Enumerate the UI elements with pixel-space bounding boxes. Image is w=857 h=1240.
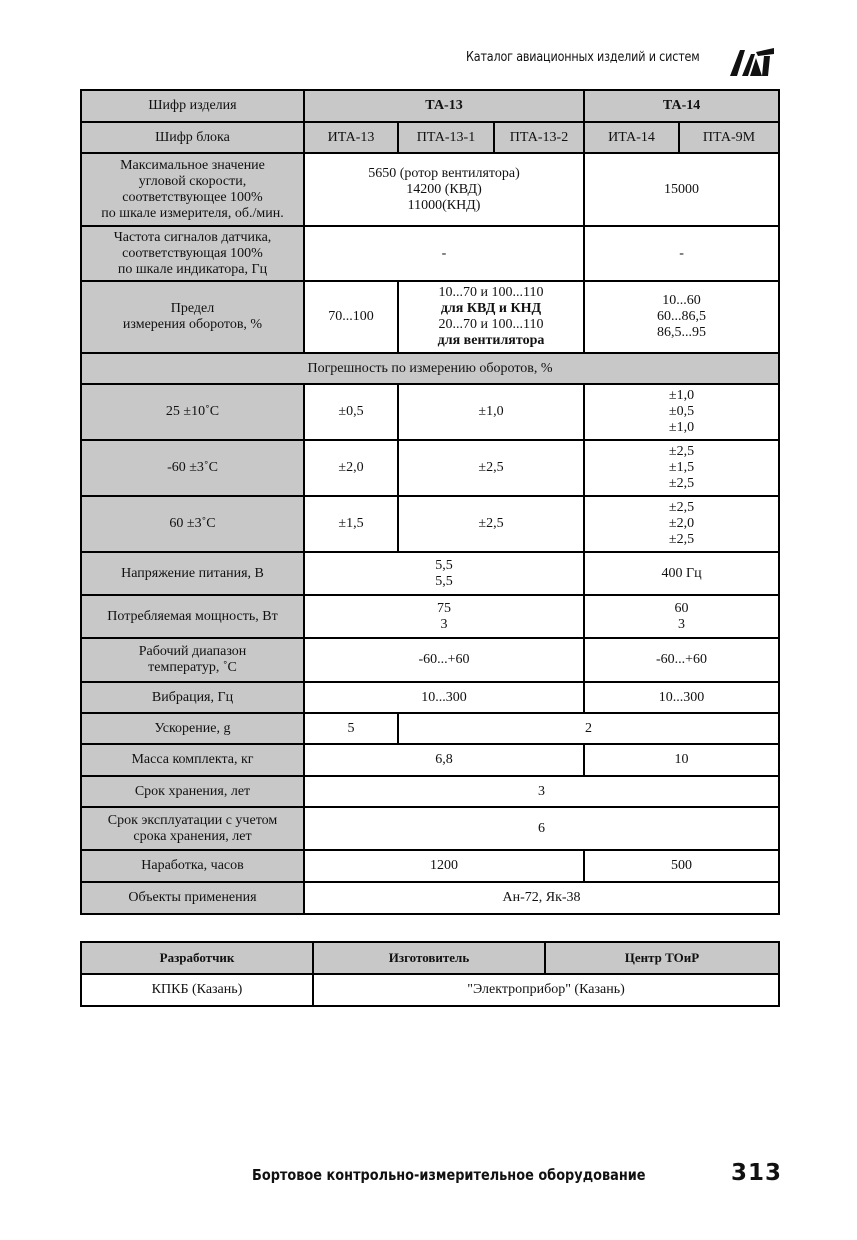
block-pta13-2: ПТА-13-2	[494, 122, 584, 153]
measure-range-ta14: 10...60 60...86,5 86,5...95	[584, 281, 779, 353]
temperature-ta14: -60...+60	[584, 638, 779, 682]
label-product-code: Шифр изделия	[81, 90, 304, 122]
temperature-ta13: -60...+60	[304, 638, 584, 682]
product-ta13: ТА-13	[304, 90, 584, 122]
max-speed-ta14: 15000	[584, 153, 779, 226]
row-temperature	[81, 638, 779, 682]
power-ta13: 75 3	[304, 595, 584, 638]
label-storage: Срок хранения, лет	[81, 776, 304, 807]
label-error-25: 25 ±10˚С	[81, 384, 304, 440]
row-error-60	[81, 496, 779, 552]
organizations-table	[80, 941, 780, 1007]
error-25-ita13: ±0,5	[304, 384, 398, 440]
row-power	[81, 595, 779, 638]
label-max-speed: Максимальное значение угловой скорости, соответствующее 100% по шкале измерителя, об./мин.	[81, 153, 304, 226]
label-voltage: Напряжение питания, В	[81, 552, 304, 595]
label-mass: Масса комплекта, кг	[81, 744, 304, 776]
label-operating-hours: Наработка, часов	[81, 850, 304, 882]
row-error-section	[81, 353, 779, 384]
error-25-ta14: ±1,0 ±0,5 ±1,0	[584, 384, 779, 440]
label-application: Объекты применения	[81, 882, 304, 914]
power-ta14: 60 3	[584, 595, 779, 638]
label-measure-range: Предел измерения оборотов, %	[81, 281, 304, 353]
row-application	[81, 882, 779, 914]
vibration-ta14: 10...300	[584, 682, 779, 713]
label-acceleration: Ускорение, g	[81, 713, 304, 744]
block-ita14: ИТА-14	[584, 122, 679, 153]
error-minus60-ita13: ±2,0	[304, 440, 398, 496]
developer-value: КПКБ (Казань)	[81, 974, 313, 1006]
manufacturer-header: Изготовитель	[313, 942, 545, 974]
service-life-value: 6	[304, 807, 779, 850]
org-value-row	[81, 974, 779, 1006]
publisher-logo	[728, 46, 776, 78]
row-mass	[81, 744, 779, 776]
max-speed-ta13: 5650 (ротор вентилятора) 14200 (КВД) 11000(КНД)	[304, 153, 584, 226]
measure-range-pta13: 10...70 и 100...110 для КВД и КНД 20...70 и 100...110 для вентилятора	[398, 281, 584, 353]
error-60-pta13: ±2,5	[398, 496, 584, 552]
maintenance-center-header: Центр ТОиР	[545, 942, 779, 974]
mass-ta14: 10	[584, 744, 779, 776]
acceleration-rest: 2	[398, 713, 779, 744]
label-service-life: Срок эксплуатации с учетом срока хранения, лет	[81, 807, 304, 850]
block-ita13: ИТА-13	[304, 122, 398, 153]
label-temperature: Рабочий диапазон температур, ˚С	[81, 638, 304, 682]
signal-freq-ta14: -	[584, 226, 779, 281]
operating-hours-ta14: 500	[584, 850, 779, 882]
error-minus60-pta13: ±2,5	[398, 440, 584, 496]
label-block-code: Шифр блока	[81, 122, 304, 153]
acceleration-ita13: 5	[304, 713, 398, 744]
label-power: Потребляемая мощность, Вт	[81, 595, 304, 638]
voltage-ta14: 400 Гц	[584, 552, 779, 595]
mass-ta13: 6,8	[304, 744, 584, 776]
row-operating-hours	[81, 850, 779, 882]
label-signal-freq: Частота сигналов датчика, соответствующая 100% по шкале индикатора, Гц	[81, 226, 304, 281]
org-header-row	[81, 942, 779, 974]
error-60-ita13: ±1,5	[304, 496, 398, 552]
row-acceleration	[81, 713, 779, 744]
row-voltage	[81, 552, 779, 595]
row-signal-freq	[81, 226, 779, 281]
measure-range-ita13: 70...100	[304, 281, 398, 353]
error-60-ta14: ±2,5 ±2,0 ±2,5	[584, 496, 779, 552]
label-vibration: Вибрация, Гц	[81, 682, 304, 713]
row-max-speed	[81, 153, 779, 226]
voltage-ta13: 5,5 5,5	[304, 552, 584, 595]
row-vibration	[81, 682, 779, 713]
block-pta13-1: ПТА-13-1	[398, 122, 494, 153]
product-ta14: ТА-14	[584, 90, 779, 122]
row-service-life	[81, 807, 779, 850]
vibration-ta13: 10...300	[304, 682, 584, 713]
storage-value: 3	[304, 776, 779, 807]
error-section-title: Погрешность по измерению оборотов, %	[81, 353, 779, 384]
block-pta9m: ПТА-9М	[679, 122, 779, 153]
page-number: 313	[731, 1160, 783, 1186]
row-storage	[81, 776, 779, 807]
label-error-60: 60 ±3˚С	[81, 496, 304, 552]
label-error-minus60: -60 ±3˚С	[81, 440, 304, 496]
specifications-table	[80, 89, 780, 915]
signal-freq-ta13: -	[304, 226, 584, 281]
error-minus60-ta14: ±2,5 ±1,5 ±2,5	[584, 440, 779, 496]
row-block-code	[81, 122, 779, 153]
row-error-25	[81, 384, 779, 440]
footer-section-title: Бортовое контрольно-измерительное оборудование	[252, 1166, 646, 1184]
developer-header: Разработчик	[81, 942, 313, 974]
manufacturer-value: "Электроприбор" (Казань)	[313, 974, 779, 1006]
row-error-minus60	[81, 440, 779, 496]
operating-hours-ta13: 1200	[304, 850, 584, 882]
error-25-pta13: ±1,0	[398, 384, 584, 440]
row-product-code	[81, 90, 779, 122]
application-value: Ан-72, Як-38	[304, 882, 779, 914]
catalog-header-title: Каталог авиационных изделий и систем	[466, 50, 700, 65]
row-measure-range	[81, 281, 779, 353]
